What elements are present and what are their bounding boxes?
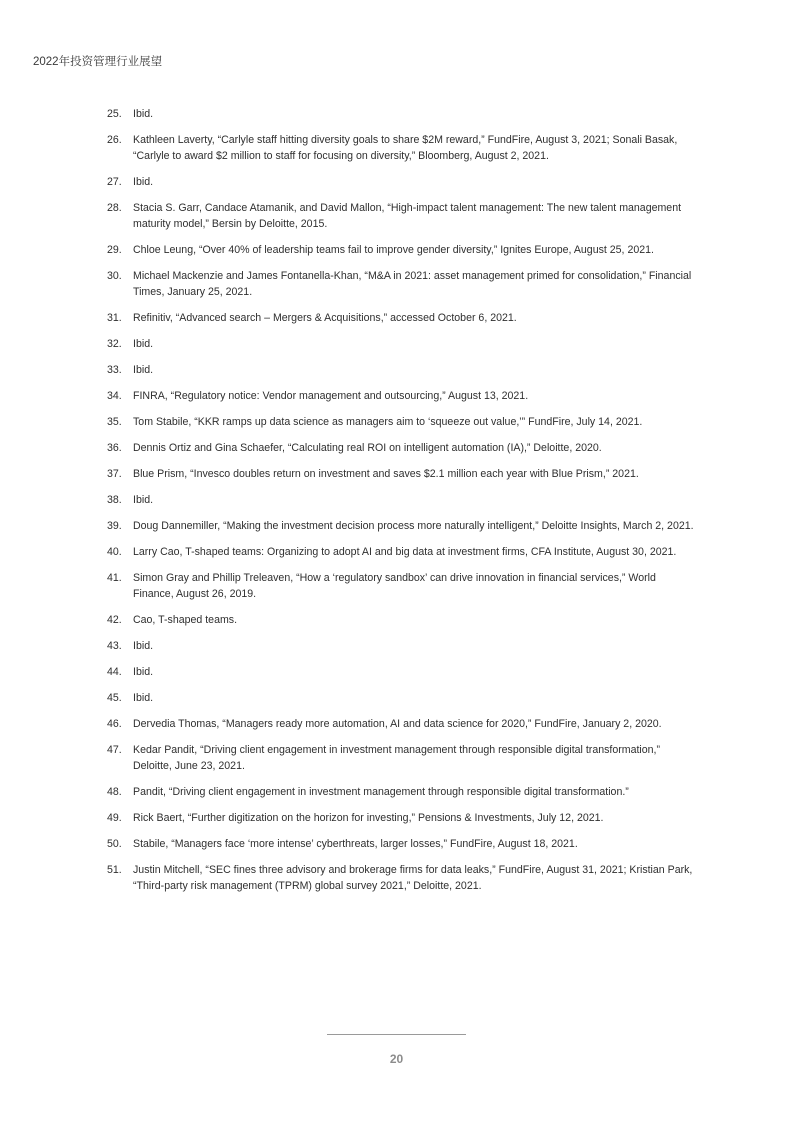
endnote-text: Ibid.: [133, 108, 154, 120]
endnote-text: Ibid.: [133, 338, 154, 350]
endnote-item: [104, 570, 694, 602]
endnote-number: 46.: [107, 718, 122, 730]
endnote-text: Pandit, “Driving client engagement in investment management through responsible digital transformation.”: [133, 786, 629, 798]
endnote-item: [104, 362, 694, 378]
endnote-item: [104, 664, 694, 680]
endnotes-list: [104, 106, 694, 904]
endnote-item: [104, 690, 694, 706]
endnote-item: [104, 742, 694, 774]
endnote-item: [104, 174, 694, 190]
endnote-item: [104, 612, 694, 628]
endnote-text: Tom Stabile, “KKR ramps up data science as managers aim to ‘squeeze out value,’” FundFire, July 14, 2021.: [133, 416, 643, 428]
endnote-text: Blue Prism, “Invesco doubles return on investment and saves $2.1 million each year with Blue Prism,” 2021.: [133, 468, 639, 480]
endnote-number: 34.: [107, 390, 122, 402]
endnote-text: Larry Cao, T-shaped teams: Organizing to adopt AI and big data at investment firms, CFA Institute, August 30, 2021.: [133, 546, 677, 558]
endnote-item: [104, 716, 694, 732]
endnote-text: Dervedia Thomas, “Managers ready more automation, AI and data science for 2020,” FundFire, January 2, 2020.: [133, 718, 662, 730]
endnote-text: Michael Mackenzie and James Fontanella-Khan, “M&A in 2021: asset management primed for consolidation,” Financial Times, January 25, 2021.: [133, 270, 692, 298]
endnote-text: Chloe Leung, “Over 40% of leadership teams fail to improve gender diversity,” Ignites Europe, August 25, 2021.: [133, 244, 654, 256]
endnote-item: [104, 836, 694, 852]
endnote-text: Ibid.: [133, 364, 154, 376]
endnote-number: 30.: [107, 270, 122, 282]
endnote-number: 25.: [107, 108, 122, 120]
endnote-text: Stacia S. Garr, Candace Atamanik, and David Mallon, “High-impact talent management: The new talent management maturity model,” Bersin by Deloitte, 2015.: [133, 202, 682, 230]
endnote-item: [104, 638, 694, 654]
endnote-number: 37.: [107, 468, 122, 480]
endnote-text: Ibid.: [133, 494, 154, 506]
endnote-number: 36.: [107, 442, 122, 454]
page-number: 20: [389, 1052, 404, 1066]
endnote-item: [104, 810, 694, 826]
endnote-text: Doug Dannemiller, “Making the investment decision process more naturally intelligent,” Deloitte Insights, March 2, 2021.: [133, 520, 694, 532]
endnote-item: [104, 862, 694, 894]
endnote-item: [104, 784, 694, 800]
endnote-item: [104, 200, 694, 232]
endnote-item: [104, 388, 694, 404]
endnote-number: 39.: [107, 520, 122, 532]
endnote-text: Cao, T-shaped teams.: [133, 614, 238, 626]
endnote-text: Ibid.: [133, 666, 154, 678]
endnote-item: [104, 268, 694, 300]
endnote-number: 38.: [107, 494, 122, 506]
endnote-number: 33.: [107, 364, 122, 376]
endnote-text: FINRA, “Regulatory notice: Vendor management and outsourcing,” August 13, 2021.: [133, 390, 529, 402]
endnote-number: 28.: [107, 202, 122, 214]
endnote-number: 44.: [107, 666, 122, 678]
endnote-number: 51.: [107, 864, 122, 876]
endnote-item: [104, 106, 694, 122]
endnote-text: Ibid.: [133, 640, 154, 652]
endnote-item: [104, 518, 694, 534]
endnote-number: 47.: [107, 744, 122, 756]
endnote-number: 48.: [107, 786, 122, 798]
endnote-number: 29.: [107, 244, 122, 256]
endnote-item: [104, 242, 694, 258]
endnote-text: Justin Mitchell, “SEC fines three advisory and brokerage firms for data leaks,” FundFire, August 31, 2021; Kristian Park, “Third-party risk management (TPRM) global survey 2021,” Deloitte, 2021.: [133, 864, 693, 892]
endnote-item: [104, 414, 694, 430]
endnote-number: 40.: [107, 546, 122, 558]
endnote-item: [104, 466, 694, 482]
endnote-item: [104, 336, 694, 352]
endnote-number: 49.: [107, 812, 122, 824]
endnote-number: 26.: [107, 134, 122, 146]
endnote-number: 42.: [107, 614, 122, 626]
endnote-text: Refinitiv, “Advanced search – Mergers & Acquisitions,” accessed October 6, 2021.: [133, 312, 517, 324]
endnote-number: 31.: [107, 312, 122, 324]
footer-divider: [327, 1034, 466, 1035]
endnote-text: Dennis Ortiz and Gina Schaefer, “Calculating real ROI on intelligent automation (IA),” Deloitte, 2020.: [133, 442, 602, 454]
endnote-text: Simon Gray and Phillip Treleaven, “How a ‘regulatory sandbox’ can drive innovation in financial services,” World Finance, August 26, 2019.: [133, 572, 656, 600]
running-header-title: 2022年投资管理行业展望: [33, 56, 163, 68]
endnote-text: Kedar Pandit, “Driving client engagement in investment management through responsible digital transformation,” Deloitte, June 23, 2021.: [133, 744, 661, 772]
endnote-text: Ibid.: [133, 692, 154, 704]
endnote-item: [104, 132, 694, 164]
endnote-text: Ibid.: [133, 176, 154, 188]
endnote-text: Rick Baert, “Further digitization on the horizon for investing,” Pensions & Investments, July 12, 2021.: [133, 812, 604, 824]
endnote-number: 41.: [107, 572, 122, 584]
endnote-number: 45.: [107, 692, 122, 704]
endnote-number: 32.: [107, 338, 122, 350]
endnote-number: 35.: [107, 416, 122, 428]
endnote-text: Kathleen Laverty, “Carlyle staff hitting diversity goals to share $2M reward,” FundFire, August 3, 2021; Sonali Basak, “Carlyle to award $2 million to staff for focusing on diversity,” Bloomberg, August 2, 2021.: [133, 134, 678, 162]
endnote-item: [104, 310, 694, 326]
endnote-item: [104, 544, 694, 560]
endnote-item: [104, 492, 694, 508]
endnote-item: [104, 440, 694, 456]
endnote-text: Stabile, “Managers face ‘more intense’ cyberthreats, larger losses,” FundFire, August 18, 2021.: [133, 838, 578, 850]
endnote-number: 43.: [107, 640, 122, 652]
endnote-number: 27.: [107, 176, 122, 188]
endnote-number: 50.: [107, 838, 122, 850]
